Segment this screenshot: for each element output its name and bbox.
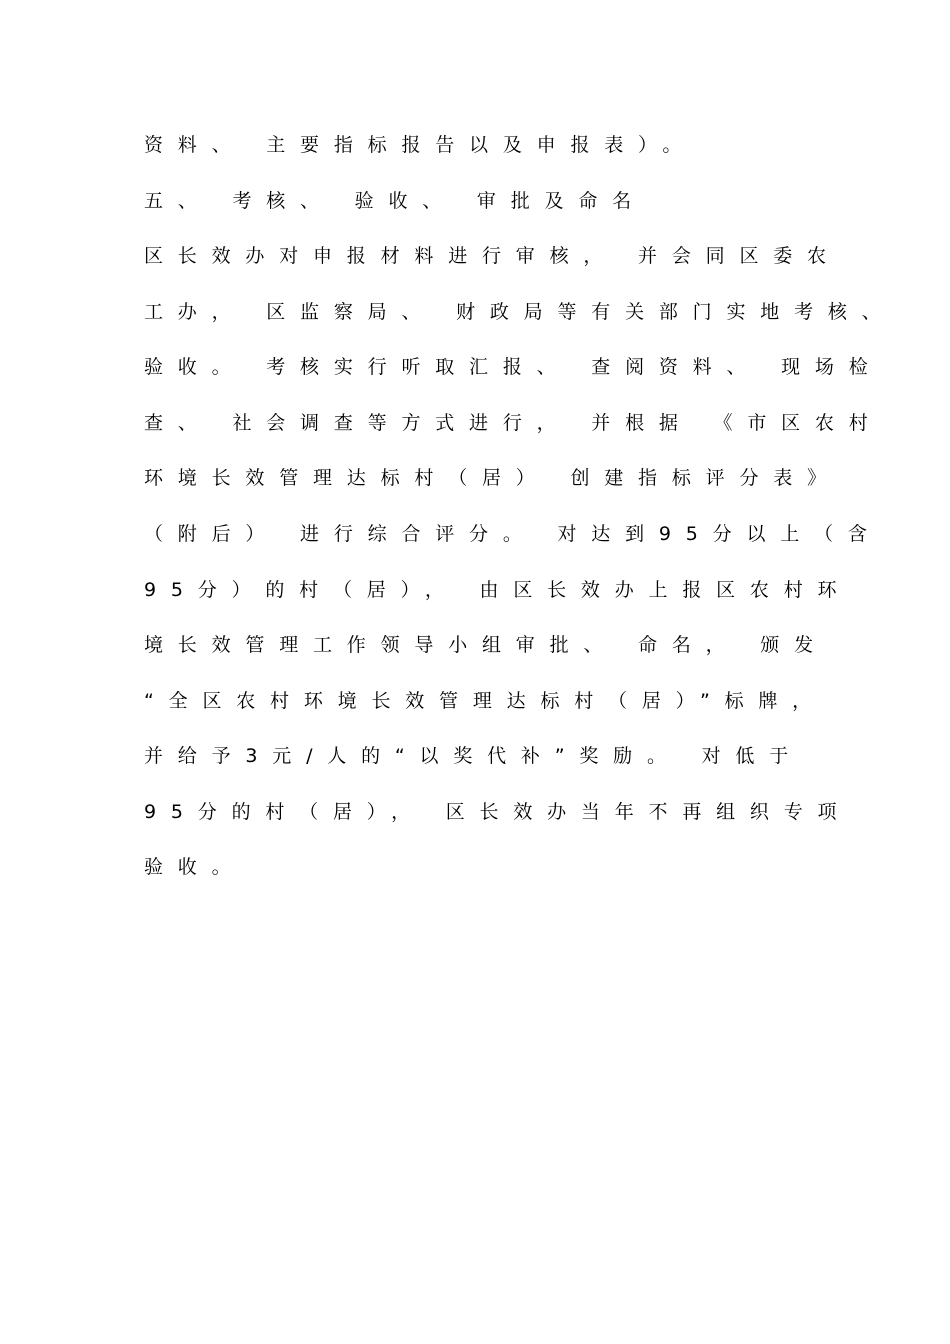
- text-line-10: 境长效管理工作领导小组审批、 命名， 颁发: [144, 634, 828, 656]
- text-line-4: 工办， 区监察局、 财政局等有关部门实地考核、: [144, 301, 896, 323]
- text-line-6: 查、 社会调查等方式进行， 并根据 《市区农村: [144, 412, 883, 434]
- text-line-11: “全区农村环境长效管理达标村（居）”标牌，: [144, 690, 826, 712]
- text-line-14: 验收。: [144, 856, 246, 878]
- text-line-3: 区长效办对申报材料进行审核， 并会同区委农: [144, 245, 841, 267]
- text-line-9: 95分）的村（居）， 由区长效办上报区农村环: [144, 579, 852, 601]
- text-line-8: （附后） 进行综合评分。 对达到95分以上（含: [144, 523, 882, 545]
- text-line-12: 并给予3元/人的“以奖代补”奖励。 对低于: [144, 745, 804, 767]
- section-heading: 五、 考核、 验收、 审批及命名: [144, 190, 646, 212]
- text-line-5: 验收。 考核实行听取汇报、 查阅资料、 现场检: [144, 356, 883, 378]
- text-line-1: 资料、 主要指标报告以及申报表）。: [144, 134, 697, 156]
- text-line-13: 95分的村（居）， 区长效办当年不再组织专项: [144, 801, 852, 823]
- text-line-7: 环境长效管理达标村（居） 创建指标评分表》: [144, 467, 841, 489]
